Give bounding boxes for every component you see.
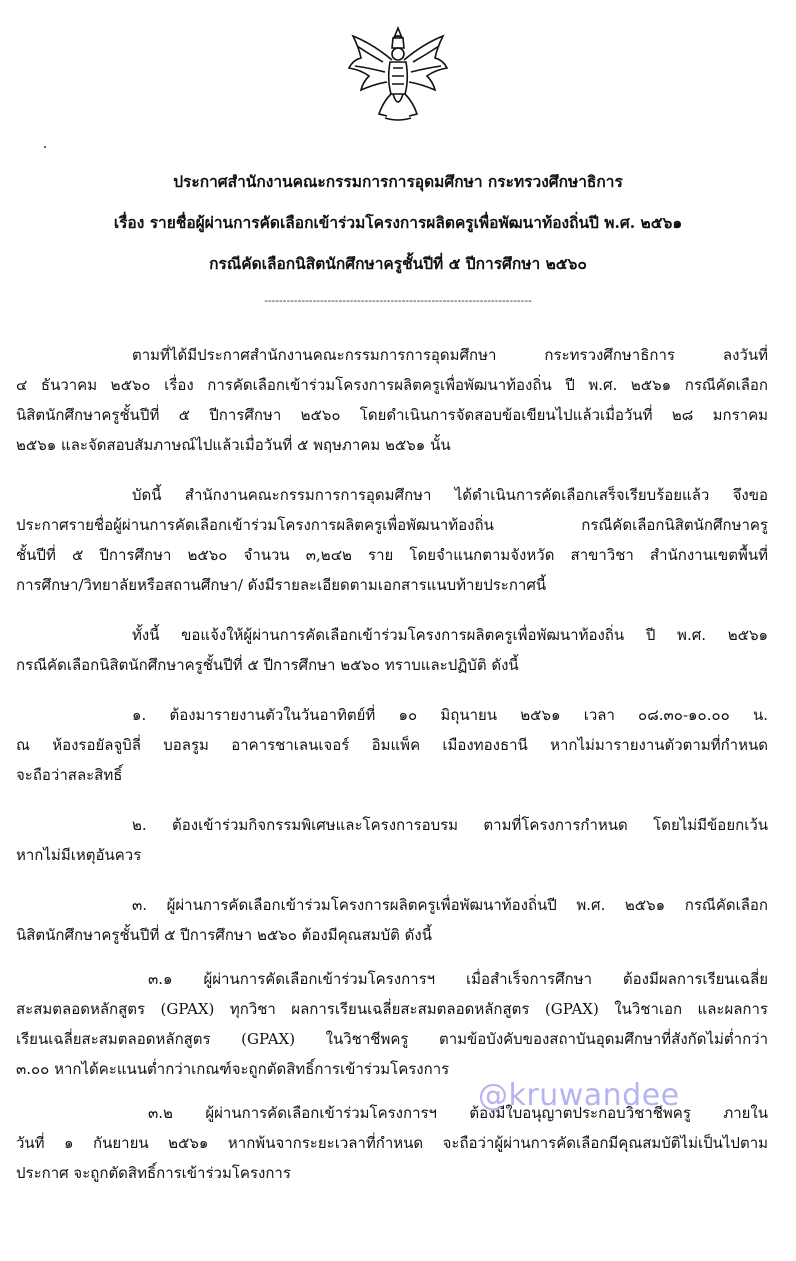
item-1 xyxy=(16,700,768,790)
paragraph-1 xyxy=(16,340,768,460)
divider-line: ------------------------------------------------------------------------ xyxy=(264,294,532,307)
text-line: สะสมตลอดหลักสูตร (GPAX) ทุกวิชา ผลการเรียนเฉลี่ยสะสมตลอดหลักสูตร (GPAX) ในวิชาเอก และผลการ xyxy=(16,1000,768,1018)
paragraph-2 xyxy=(16,480,768,600)
text-line: จะถือว่าสละสิทธิ์ xyxy=(16,766,123,784)
text-line: บัดนี้ สำนักงานคณะกรรมการการอุดมศึกษา ได้ดำเนินการคัดเลือกเสร็จเรียบร้อยแล้ว จึงขอ xyxy=(132,486,768,504)
text-line: กรณีคัดเลือกนิสิตนักศึกษาครูชั้นปีที่ ๕ ปีการศึกษา ๒๕๖๐ ทราบและปฏิบัติ ดังนี้ xyxy=(16,656,519,674)
title-line-1: ประกาศสำนักงานคณะกรรมการการอุดมศึกษา กระทรวงศึกษาธิการ xyxy=(173,172,623,191)
text-line: ๓.๒ ผู้ผ่านการคัดเลือกเข้าร่วมโครงการฯ ต้องมีใบอนุญาตประกอบวิชาชีพครู ภายใน xyxy=(148,1104,768,1122)
item-2 xyxy=(16,810,768,870)
text-line: ตามที่ได้มีประกาศสำนักงานคณะกรรมการการอุดมศึกษา กระทรวงศึกษาธิการ ลงวันที่ xyxy=(132,346,768,364)
text-line: การศึกษา/วิทยาลัยหรือสถานศึกษา/ ดังมีรายละเอียดตามเอกสารแนบท้ายประกาศนี้ xyxy=(16,576,547,594)
text-line: นิสิตนักศึกษาครูชั้นปีที่ ๕ ปีการศึกษา ๒๕๖๐ ต้องมีคุณสมบัติ ดังนี้ xyxy=(16,926,432,944)
garuda-emblem-icon xyxy=(343,24,453,124)
text-line: ๒๕๖๑ และจัดสอบสัมภาษณ์ไปแล้วเมื่อวันที่ ๕ พฤษภาคม ๒๕๖๑ นั้น xyxy=(16,436,451,454)
item-3-1 xyxy=(16,964,768,1084)
item-3 xyxy=(16,890,768,950)
text-line: ประกาศรายชื่อผู้ผ่านการคัดเลือกเข้าร่วมโครงการผลิตครูเพื่อพัฒนาท้องถิ่น กรณีคัดเลือกนิสิตนักศึกษาครู xyxy=(16,516,768,534)
text-line: ๓.๑ ผู้ผ่านการคัดเลือกเข้าร่วมโครงการฯ เมื่อสำเร็จการศึกษา ต้องมีผลการเรียนเฉลี่ย xyxy=(148,970,768,988)
text-line: นิสิตนักศึกษาครูชั้นปีที่ ๕ ปีการศึกษา ๒๕๖๐ โดยดำเนินการจัดสอบข้อเขียนไปแล้วเมื่อวันที่ ๒๘ มกราคม xyxy=(16,406,768,424)
announcement-body xyxy=(16,340,768,1188)
text-line: ทั้งนี้ ขอแจ้งให้ผู้ผ่านการคัดเลือกเข้าร่วมโครงการผลิตครูเพื่อพัฒนาท้องถิ่น ปี พ.ศ. ๒๕๖๑ xyxy=(132,626,768,644)
text-line: ประกาศ จะถูกตัดสิทธิ์การเข้าร่วมโครงการ xyxy=(16,1164,291,1182)
text-line: ๓. ผู้ผ่านการคัดเลือกเข้าร่วมโครงการผลิตครูเพื่อพัฒนาท้องถิ่นปี พ.ศ. ๒๕๖๑ กรณีคัดเลือก xyxy=(132,896,768,914)
text-line: ๓.๐๐ หากได้คะแนนต่ำกว่าเกณฑ์จะถูกตัดสิทธิ์การเข้าร่วมโครงการ xyxy=(16,1060,450,1078)
paragraph-3 xyxy=(16,620,768,680)
text-line: เรียนเฉลี่ยสะสมตลอดหลักสูตร (GPAX) ในวิชาชีพครู ตามข้อบังคับของสถาบันอุดมศึกษาที่สังกัดไม่ต่ำกว่า xyxy=(16,1030,768,1048)
title-line-2: เรื่อง รายชื่อผู้ผ่านการคัดเลือกเข้าร่วมโครงการผลิตครูเพื่อพัฒนาท้องถิ่นปี พ.ศ. ๒๕๖๑ xyxy=(113,213,683,232)
text-line: ชั้นปีที่ ๕ ปีการศึกษา ๒๕๖๐ จำนวน ๓,๒๔๒ ราย โดยจำแนกตามจังหวัด สาขาวิชา สำนักงานเขตพื้นที่ xyxy=(16,546,768,564)
text-line: ณ ห้องรอยัลจูบิลี่ บอลรูม อาคารชาเลนเจอร์ อิมแพ็ค เมืองทองธานี หากไม่มารายงานตัวตามที่กำหนด xyxy=(16,736,768,754)
text-line: ๒. ต้องเข้าร่วมกิจกรรมพิเศษและโครงการอบรม ตามที่โครงการกำหนด โดยไม่มีข้อยกเว้น xyxy=(132,816,768,834)
speck xyxy=(44,146,46,148)
text-line: ๔ ธันวาคม ๒๕๖๐ เรื่อง การคัดเลือกเข้าร่วมโครงการผลิตครูเพื่อพัฒนาท้องถิ่น ปี พ.ศ. ๒๕๖๑ กรณีคัดเลือก xyxy=(16,376,768,394)
announcement-title xyxy=(0,161,796,284)
watermark: @kruwandee xyxy=(478,1078,680,1113)
title-line-3: กรณีคัดเลือกนิสิตนักศึกษาครูชั้นปีที่ ๕ ปีการศึกษา ๒๕๖๐ xyxy=(209,254,587,273)
text-line: ๑. ต้องมารายงานตัวในวันอาทิตย์ที่ ๑๐ มิถุนายน ๒๕๖๑ เวลา ๐๘.๓๐-๑๐.๐๐ น. xyxy=(132,706,768,724)
text-line: หากไม่มีเหตุอันควร xyxy=(16,846,142,864)
text-line: วันที่ ๑ กันยายน ๒๕๖๑ หากพ้นจากระยะเวลาที่กำหนด จะถือว่าผู้ผ่านการคัดเลือกมีคุณสมบัติไม่เป็นไปตาม xyxy=(16,1134,768,1152)
